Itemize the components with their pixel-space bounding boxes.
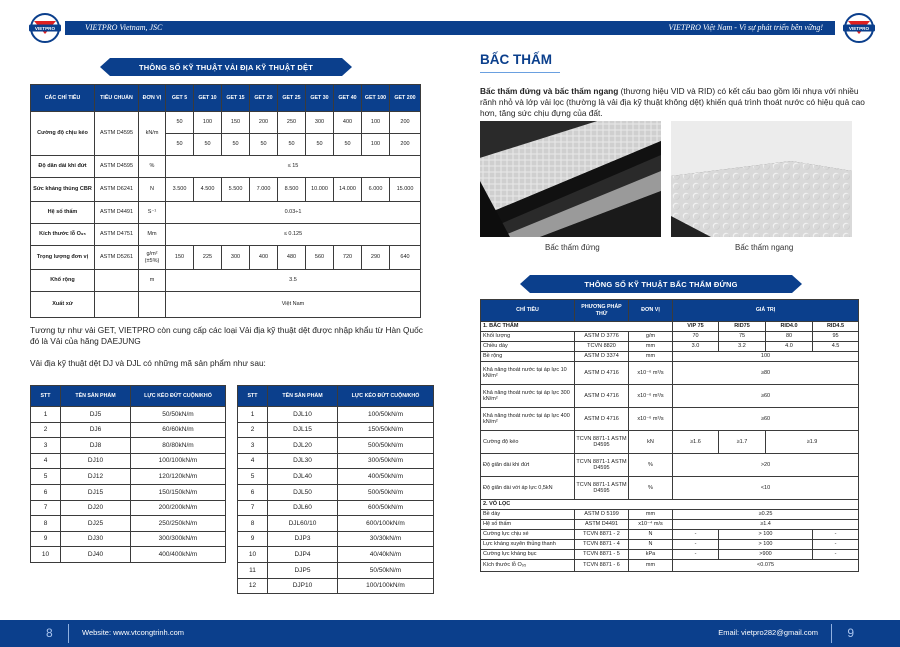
- column-header: GET 200: [390, 85, 421, 112]
- vertical-drain-caption: Bấc thấm đứng: [545, 243, 600, 252]
- table-row: 11 DJP5 50/50kN/m: [238, 562, 434, 578]
- table-row: 6 DJL50 500/50kN/m: [238, 484, 434, 500]
- dj-intro-paragraph: Tương tự như vải GET, VIETPRO còn cung cấp các loại Vải địa kỹ thuật dệt được nhập khẩu từ Hàn Quốc đó là Vải của hãng DAEJUNG: [30, 325, 423, 346]
- dj-list-caption: Vải địa kỹ thuật dệt DJ và DJL có những mã sản phẩm như sau:: [30, 358, 266, 368]
- email-link[interactable]: Email: vietpro282@gmail.com: [718, 628, 818, 637]
- svg-text:VIETPRO: VIETPRO: [848, 26, 870, 31]
- column-header: GET 20: [250, 85, 278, 112]
- vertical-drain-photo: [480, 121, 661, 237]
- column-header: GET 30: [306, 85, 334, 112]
- table-row: 2 DJ6 60/60kN/m: [31, 422, 226, 438]
- table-row: 9 DJP3 30/30kN/m: [238, 531, 434, 547]
- column-header: LỰC KÉO ĐỨT CUỘN/KHỔ: [338, 386, 434, 407]
- column-header: GET 15: [222, 85, 250, 112]
- table-row: 3 DJ8 80/80kN/m: [31, 438, 226, 454]
- intro-paragraph: Bấc thấm đứng và bấc thấm ngang (thương hiệu VID và RID) có kết cấu bao gồm lõi nhựa với nhiều rãnh nhỏ và lớp vải lọc (thường là vải địa kỹ thuật không dệt) khiến quá trình thoát nước có hiệu quả cao hơn, tăng sức chịu đựng của đất.: [480, 86, 865, 118]
- svg-text:VIETPRO: VIETPRO: [34, 26, 56, 31]
- page-number: 8: [46, 626, 53, 640]
- column-header: GET 10: [194, 85, 222, 112]
- vietpro-logo: [26, 12, 64, 44]
- column-header: ĐƠN VỊ: [139, 85, 166, 112]
- column-header: CÁC CHỈ TIÊU: [31, 85, 95, 112]
- column-header: TÊN SẢN PHẨM: [268, 386, 338, 407]
- table-row: 6 DJ15 150/150kN/m: [31, 484, 226, 500]
- table-row: 8 DJL60/10 600/100kN/m: [238, 516, 434, 532]
- table1-title: THÔNG SỐ KỸ THUẬT VẢI ĐỊA KỸ THUẬT DỆT: [110, 58, 342, 76]
- column-header: GET 25: [278, 85, 306, 112]
- table-row: 7 DJL60 600/50kN/m: [238, 500, 434, 516]
- horizontal-drain-photo: [671, 121, 852, 237]
- table-row: 10 DJ40 400/400kN/m: [31, 547, 226, 563]
- table-row: 5 DJ12 120/120kN/m: [31, 469, 226, 485]
- table-row: 1 DJ5 50/50kN/m: [31, 407, 226, 423]
- vertical-drain-spec-table: CHỈ TIÊU PHƯƠNG PHÁP THỬ ĐƠN VỊ GIÁ TRỊ 1. BẤC THẤM VIP 75 RID75 RID4.0 RID4.5 Khối lượng ASTM D 3776 g/m 70 75 80 95 Chiều dày TCVN 8820 mm 3.0 3.2 4.0 4.5 Bề rộng ASTM D 3374 mm 100 Khả năng thoát nước tại áp lực 10 kN/m² ASTM D 4716 x10⁻⁶ m³/s ≥80 Khả năng thoát nước tại áp lực 300 kN/m² ASTM D 4716 x10⁻⁶ m³/s ≥60 Khả năng thoát nước tại áp lực 400 kN/m² ASTM D 4716 x10⁻⁶ m³/s ≥60 Cường độ kéo TCVN 8871-1 ASTM D4595 kN ≥1.6 ≥1.7 ≥1.9 Độ giãn dài khi đứt TCVN 8871-1 ASTM D4595 % >20 Độ giãn dài với áp lực 0,5kN TCVN 8871-1 ASTM D4595 % <10 2. VỎ LỌC Bề dày ASTM D 5199 mm ≥0.25 Hệ số thấm ASTM D4491 x10⁻⁴ m/s ≥1.4 Cường lực chịu xé TCVN 8871 - 2 N - > 100 - Lực kháng xuyên thủng thanh TCVN 8871 - 4 N - > 100 - Cường lực kháng bục TCVN 8871 - 5 kPa - >900 - Kích thước lỗ O₉₅ TCVN 8871 - 6 mm <0.075: [480, 299, 859, 572]
- column-header: STT: [31, 386, 61, 407]
- section-heading: BẤC THẤM: [480, 52, 552, 67]
- website-link[interactable]: Website: www.vtcongtrinh.com: [82, 628, 184, 637]
- page-number: 9: [847, 626, 854, 640]
- djl-product-table: [237, 385, 434, 594]
- column-header: TÊN SẢN PHẨM: [61, 386, 131, 407]
- slogan: VIETPRO Việt Nam - Vì sự phát triển bền vững!: [668, 23, 823, 32]
- company-name: VIETPRO Vietnam, JSC: [85, 23, 163, 32]
- footer-bar: [0, 620, 450, 647]
- column-header: LỰC KÉO ĐỨT CUỘN/KHỔ: [131, 386, 226, 407]
- column-header: GET 5: [166, 85, 194, 112]
- table-row: 4 DJL30 300/50kN/m: [238, 453, 434, 469]
- dj-product-table: [30, 385, 226, 563]
- vietpro-logo: [840, 12, 878, 44]
- woven-geotextile-spec-table: CÁC CHỈ TIÊU TIÊU CHUẨN ĐƠN VỊ GET 5 GET 10 GET 15 GET 20 GET 25 GET 30 GET 40 GET 100 GET 200 Cường độ chịu kéo ASTM D4595 kN/m 50 100 150 200 250 300 400 100 200 50 50 50 50 50 50 50 100 200 Độ dãn dài khi đứt ASTM D4595 % ≤ 15 Sức kháng thủng CBR ASTM D6241 N 3.500 4.500 5.500 7.000 8.500 10.000 14.000 6.000 15.000 Hệ số thấm ASTM D4491 S⁻¹ 0.03÷1 Kích thước lỗ O₉₅ ASTM D4751 Mm ≤ 0.125 Trọng lượng đơn vị ASTM D5261 g/m² (±5%) 150 225 300 400 480 560 720 290 640 Khổ rộng m 3.5 Xuất xứ Việt Nam: [30, 84, 421, 318]
- right-page: [450, 0, 900, 647]
- column-header: TIÊU CHUẨN: [95, 85, 139, 112]
- header-bar: [65, 21, 450, 35]
- table-row: 4 DJ10 100/100kN/m: [31, 453, 226, 469]
- table-row: 8 DJ25 250/250kN/m: [31, 516, 226, 532]
- footer-bar: [450, 620, 900, 647]
- table-row: 1 DJL10 100/50kN/m: [238, 407, 434, 423]
- horizontal-drain-caption: Bấc thấm ngang: [735, 243, 794, 252]
- header-bar: [450, 21, 835, 35]
- table-row: 10 DJP4 40/40kN/m: [238, 547, 434, 563]
- table-row: 7 DJ20 200/200kN/m: [31, 500, 226, 516]
- table-row: 5 DJL40 400/50kN/m: [238, 469, 434, 485]
- table-row: 12 DJP10 100/100kN/m: [238, 578, 434, 594]
- drain-table-title: THÔNG SỐ KỸ THUẬT BẤC THẤM ĐỨNG: [530, 275, 792, 293]
- column-header: STT: [238, 386, 268, 407]
- table-row: 2 DJL15 150/50kN/m: [238, 422, 434, 438]
- table-row: 9 DJ30 300/300kN/m: [31, 531, 226, 547]
- table-row: 3 DJL20 500/50kN/m: [238, 438, 434, 454]
- column-header: GET 40: [334, 85, 362, 112]
- column-header: GET 100: [362, 85, 390, 112]
